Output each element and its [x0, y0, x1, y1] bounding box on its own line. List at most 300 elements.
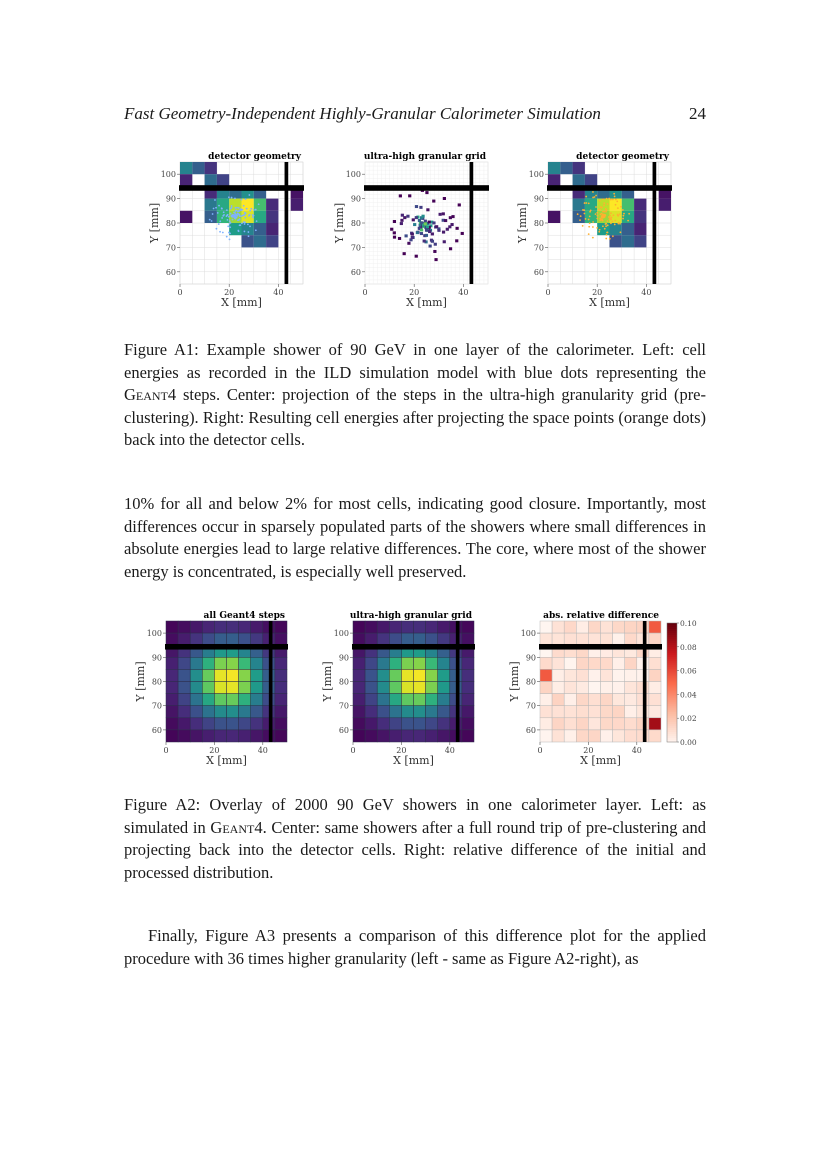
heatmap-cell: [263, 706, 275, 718]
y-tick-label: 70: [151, 701, 162, 711]
heatmap-cell: [263, 730, 275, 742]
heatmap-cell: [202, 718, 214, 730]
dead-zone-vertical: [456, 621, 460, 742]
heatmap-cell: [377, 694, 389, 706]
heatmap-cell: [414, 633, 426, 645]
y-axis-label: Y [mm]: [321, 661, 334, 702]
heatmap-cell: [263, 718, 275, 730]
heatmap-cell: [401, 621, 413, 633]
heatmap-cell: [263, 694, 275, 706]
heatmap-cell: [251, 706, 263, 718]
heatmap-cell: [389, 621, 401, 633]
heatmap-cell: [353, 718, 365, 730]
figure-a2-panel-right: [508, 611, 697, 767]
heatmap-cell: [214, 669, 226, 681]
heatmap-cell: [564, 730, 576, 742]
heatmap-cell: [588, 621, 600, 633]
heatmap-cell: [588, 694, 600, 706]
heatmap-cell: [625, 718, 637, 730]
heatmap-cell: [263, 682, 275, 694]
y-tick-label: 80: [165, 219, 176, 228]
heatmap-cell: [540, 730, 552, 742]
heatmap-cell: [462, 730, 474, 742]
heatmap-cell: [426, 718, 438, 730]
panel-title: ultra-high granular grid: [363, 152, 486, 162]
heatmap-cell: [353, 694, 365, 706]
heatmap-cell: [377, 682, 389, 694]
x-axis-label: X [mm]: [580, 754, 621, 767]
y-tick-label: 60: [533, 267, 544, 277]
heatmap-cell: [275, 669, 287, 681]
y-tick-label: 100: [520, 629, 536, 639]
heatmap-cell: [540, 633, 552, 645]
heatmap-cell: [214, 730, 226, 742]
heatmap-cell: [649, 669, 661, 681]
heatmap-cell: [414, 621, 426, 633]
heatmap-cell: [588, 669, 600, 681]
heatmap-cell: [625, 694, 637, 706]
heatmap-cell: [450, 621, 462, 633]
heatmap-cell: [389, 682, 401, 694]
heatmap-cell: [251, 633, 263, 645]
heatmap-cell: [462, 657, 474, 669]
heatmap-cell: [414, 657, 426, 669]
y-tick-label: 100: [345, 170, 361, 180]
heatmap-cell: [389, 657, 401, 669]
heatmap-cell: [227, 706, 239, 718]
heatmap-cell: [239, 682, 251, 694]
heatmap-cell: [251, 682, 263, 694]
heatmap-cell: [625, 669, 637, 681]
heatmap-cell: [438, 682, 450, 694]
heatmap-cell: [540, 682, 552, 694]
heatmap-cell: [601, 669, 613, 681]
heatmap-cell: [462, 621, 474, 633]
heatmap-cell: [178, 718, 190, 730]
y-tick-label: 60: [338, 725, 349, 735]
heatmap-cell: [178, 669, 190, 681]
heatmap-cell: [227, 669, 239, 681]
heatmap-cell: [227, 730, 239, 742]
heatmap-cell: [438, 706, 450, 718]
heatmap-cell: [377, 657, 389, 669]
y-tick-label: 70: [350, 243, 361, 253]
x-axis-label: X [mm]: [393, 754, 434, 767]
heatmap-cell: [353, 633, 365, 645]
heatmap-cell: [365, 633, 377, 645]
heatmap-cell: [649, 682, 661, 694]
y-tick-label: 70: [338, 701, 349, 711]
y-tick-label: 100: [160, 170, 176, 180]
running-title: Fast Geometry-Independent Highly-Granular Calorimeter Simulation: [124, 104, 601, 123]
heatmap-cell: [190, 694, 202, 706]
heatmap-cell: [564, 657, 576, 669]
heatmap-cell: [438, 730, 450, 742]
y-tick-label: 70: [165, 243, 176, 253]
x-tick-label: 20: [409, 288, 420, 297]
heatmap-cell: [613, 633, 625, 645]
heatmap-cell: [613, 730, 625, 742]
figure-a2-caption: Figure A2: Overlay of 2000 90 GeV showers in one calorimeter layer. Left: as simulated in Geant4. Center: same showers after a full round trip of pre-clustering and projecting back into the detector cells. Right: relative difference of the initial and processed distribution.: [124, 795, 707, 882]
y-axis-label: Y [mm]: [508, 661, 521, 702]
heatmap-cell: [389, 718, 401, 730]
colorbar-tick-label: 0.10: [680, 619, 697, 628]
heatmap-cell: [178, 706, 190, 718]
colorbar-tick-label: 0.02: [680, 714, 697, 724]
heatmap-cell: [625, 730, 637, 742]
heatmap-cell: [239, 669, 251, 681]
heatmap-cell: [227, 694, 239, 706]
heatmap-cell: [202, 682, 214, 694]
heatmap-cell: [275, 706, 287, 718]
heatmap-cell: [377, 621, 389, 633]
body-paragraph-final: Finally, Figure A3 presents a comparison of this difference plot for the applied procedure with 36 times higher granularity (left - same as Figure A2-right), as: [124, 926, 706, 968]
figure-a1-caption: Figure A1: Example shower of 90 GeV in one layer of the calorimeter. Left: cell energies as recorded in the ILD simulation model with blue dots representing the Geant4 steps. Center: projection of the steps in the ultra-high granularity grid (pre-clustering). Right: Resulting cell energies after projecting the space points (orange dots) back into the detector cells.: [124, 340, 707, 450]
heatmap-cell: [263, 657, 275, 669]
heatmap-cell: [401, 657, 413, 669]
heatmap-cell: [450, 706, 462, 718]
heatmap-cell: [588, 718, 600, 730]
y-tick-label: 100: [146, 629, 162, 639]
heatmap-cell: [426, 657, 438, 669]
heatmap-cell: [540, 669, 552, 681]
heatmap-cell: [438, 718, 450, 730]
heatmap-cell: [401, 730, 413, 742]
heatmap-cell: [239, 706, 251, 718]
heatmap-cell: [275, 621, 287, 633]
colorbar-tick-label: 0.04: [680, 690, 697, 700]
x-tick-label: 40: [458, 288, 469, 297]
heatmap-cell: [540, 657, 552, 669]
heatmap-cell: [540, 706, 552, 718]
heatmap-cell: [613, 706, 625, 718]
heatmap-cell: [166, 657, 178, 669]
heatmap-cell: [426, 682, 438, 694]
heatmap-cell: [426, 706, 438, 718]
heatmap-cell: [601, 718, 613, 730]
heatmap-cell: [414, 682, 426, 694]
y-tick-label: 60: [350, 267, 361, 277]
heatmap-cell: [576, 694, 588, 706]
heatmap-cell: [552, 657, 564, 669]
heatmap-cell: [365, 621, 377, 633]
heatmap-cell: [353, 669, 365, 681]
x-tick-label: 0: [362, 288, 368, 297]
heatmap-cell: [377, 706, 389, 718]
heatmap-cell: [552, 633, 564, 645]
heatmap-cell: [214, 706, 226, 718]
heatmap-cell: [377, 669, 389, 681]
heatmap-cell: [576, 718, 588, 730]
heatmap-cell: [576, 621, 588, 633]
heatmap-cell: [564, 718, 576, 730]
heatmap-cell: [613, 718, 625, 730]
heatmap-cell: [450, 657, 462, 669]
heatmap-cell: [540, 694, 552, 706]
y-tick-label: 80: [525, 677, 536, 687]
heatmap-cell: [202, 633, 214, 645]
heatmap-cell: [251, 621, 263, 633]
heatmap-cell: [588, 682, 600, 694]
heatmap-cell: [601, 621, 613, 633]
heatmap-cell: [649, 633, 661, 645]
heatmap-cell: [576, 682, 588, 694]
y-tick-label: 100: [528, 170, 544, 180]
heatmap-cell: [353, 621, 365, 633]
heatmap-cell: [202, 621, 214, 633]
heatmap-cell: [353, 682, 365, 694]
x-tick-label: 40: [641, 288, 652, 297]
heatmap-cell: [227, 682, 239, 694]
y-tick-label: 80: [151, 677, 162, 687]
x-tick-label: 20: [224, 288, 235, 297]
y-tick-label: 60: [151, 725, 162, 735]
heatmap-cell: [190, 657, 202, 669]
heatmap-cell: [649, 718, 661, 730]
heatmap-cell: [426, 694, 438, 706]
heatmap-cell: [166, 633, 178, 645]
heatmap-cell: [353, 730, 365, 742]
heatmap-cell: [401, 694, 413, 706]
heatmap-cell: [377, 718, 389, 730]
heatmap-cell: [202, 669, 214, 681]
body-paragraph: 10% for all and below 2% for most cells, indicating good closure. Importantly, most differences occur in sparsely populated parts of the showers where small differences in absolute energies lead to large relative differences. The core, where most of the shower energy is concentrated, is especially well preserved.: [124, 494, 706, 581]
heatmap-cell: [365, 730, 377, 742]
heatmap-cell: [552, 682, 564, 694]
heatmap-cell: [214, 682, 226, 694]
heatmap-cell: [214, 633, 226, 645]
x-tick-label: 20: [209, 746, 220, 755]
x-tick-label: 40: [444, 746, 455, 755]
heatmap-cell: [239, 718, 251, 730]
heatmap-cell: [178, 657, 190, 669]
heatmap-cell: [365, 706, 377, 718]
y-tick-label: 60: [525, 725, 536, 735]
colorbar-tick-label: 0.06: [680, 666, 697, 676]
heatmap-cell: [552, 718, 564, 730]
heatmap-cell: [649, 694, 661, 706]
heatmap-cell: [239, 621, 251, 633]
x-tick-label: 40: [631, 746, 642, 755]
y-tick-label: 90: [533, 194, 544, 204]
heatmap-cell: [389, 730, 401, 742]
heatmap-cell: [613, 682, 625, 694]
heatmap-cell: [166, 718, 178, 730]
y-tick-label: 100: [333, 629, 349, 639]
heatmap-cell: [414, 718, 426, 730]
x-tick-label: 0: [177, 288, 183, 297]
heatmap-cell: [414, 694, 426, 706]
heatmap-cell: [389, 633, 401, 645]
heatmap-cell: [414, 669, 426, 681]
heatmap-cell: [401, 706, 413, 718]
heatmap-cell: [649, 730, 661, 742]
heatmap-cell: [227, 718, 239, 730]
panel-title: detector geometry: [208, 152, 301, 162]
heatmap-cell: [365, 682, 377, 694]
heatmap-cell: [601, 682, 613, 694]
heatmap-cell: [190, 633, 202, 645]
x-tick-label: 20: [583, 746, 594, 755]
heatmap-cell: [214, 657, 226, 669]
figure-a2-panel-left: [134, 611, 288, 767]
heatmap-cell: [462, 694, 474, 706]
heatmap-cell: [377, 730, 389, 742]
heatmap-cell: [401, 718, 413, 730]
heatmap-cell: [202, 706, 214, 718]
heatmap-cell: [414, 706, 426, 718]
heatmap-cell: [365, 669, 377, 681]
heatmap-cell: [588, 633, 600, 645]
x-tick-label: 20: [396, 746, 407, 755]
heatmap-cell: [166, 694, 178, 706]
heatmap-cell: [401, 633, 413, 645]
heatmap-cell: [401, 669, 413, 681]
heatmap-cell: [353, 706, 365, 718]
heatmap-cell: [588, 730, 600, 742]
heatmap-cell: [389, 694, 401, 706]
y-tick-label: 90: [338, 653, 349, 663]
colorbar-tick-label: 0.08: [680, 642, 697, 652]
heatmap-cell: [576, 730, 588, 742]
heatmap-cell: [601, 694, 613, 706]
heatmap-cell: [625, 621, 637, 633]
heatmap-cell: [190, 706, 202, 718]
heatmap-cell: [178, 694, 190, 706]
y-tick-label: 70: [525, 701, 536, 711]
heatmap-cell: [552, 694, 564, 706]
heatmap-cell: [625, 682, 637, 694]
heatmap-cell: [190, 718, 202, 730]
heatmap-cell: [214, 694, 226, 706]
heatmap-cell: [166, 682, 178, 694]
dead-zone-vertical: [643, 621, 647, 742]
heatmap-cell: [365, 718, 377, 730]
heatmap-cell: [576, 669, 588, 681]
heatmap-cell: [462, 682, 474, 694]
x-tick-label: 0: [163, 746, 169, 755]
heatmap-cell: [239, 633, 251, 645]
heatmap-cell: [190, 621, 202, 633]
heatmap-cell: [214, 718, 226, 730]
heatmap-cell: [426, 730, 438, 742]
figure-a2-panel-center: [321, 611, 475, 767]
heatmap-cell: [649, 657, 661, 669]
heatmap-cell: [588, 657, 600, 669]
x-tick-label: 0: [350, 746, 356, 755]
panel-title: detector geometry: [576, 152, 669, 162]
heatmap-cell: [251, 718, 263, 730]
heatmap-cell: [450, 669, 462, 681]
heatmap-cell: [540, 718, 552, 730]
heatmap-cell: [450, 718, 462, 730]
heatmap-cell: [576, 657, 588, 669]
heatmap-cell: [275, 633, 287, 645]
heatmap-cell: [365, 657, 377, 669]
heatmap-cell: [263, 633, 275, 645]
heatmap-cell: [239, 730, 251, 742]
heatmap-cell: [552, 730, 564, 742]
heatmap-cell: [625, 706, 637, 718]
heatmap-cell: [438, 657, 450, 669]
heatmap-cell: [564, 706, 576, 718]
y-tick-label: 60: [165, 267, 176, 277]
heatmap-cell: [353, 657, 365, 669]
heatmap-cell: [613, 657, 625, 669]
heatmap-cell: [190, 682, 202, 694]
heatmap-cell: [450, 694, 462, 706]
heatmap-cell: [251, 669, 263, 681]
y-tick-label: 80: [338, 677, 349, 687]
heatmap-cell: [251, 730, 263, 742]
heatmap-cell: [190, 730, 202, 742]
heatmap-cell: [649, 706, 661, 718]
heatmap-cell: [202, 657, 214, 669]
heatmap-cell: [613, 621, 625, 633]
heatmap-cell: [263, 621, 275, 633]
panel-title: abs. relative difference: [543, 611, 659, 621]
heatmap-cell: [389, 706, 401, 718]
x-axis-label: X [mm]: [206, 754, 247, 767]
heatmap-cell: [564, 682, 576, 694]
heatmap-cell: [649, 621, 661, 633]
heatmap-cell: [552, 669, 564, 681]
heatmap-cell: [227, 633, 239, 645]
heatmap-cell: [166, 706, 178, 718]
colorbar-tick-label: 0.00: [680, 738, 697, 747]
heatmap-cell: [202, 730, 214, 742]
heatmap-cell: [275, 657, 287, 669]
heatmap-cell: [202, 694, 214, 706]
y-axis-label: Y [mm]: [516, 202, 529, 244]
heatmap-cell: [178, 633, 190, 645]
heatmap-cell: [438, 694, 450, 706]
heatmap-cell: [251, 694, 263, 706]
x-tick-label: 40: [273, 288, 284, 297]
heatmap-cell: [239, 694, 251, 706]
heatmap-cell: [275, 730, 287, 742]
heatmap-cell: [438, 621, 450, 633]
x-axis-label: X [mm]: [589, 296, 630, 309]
heatmap-cell: [365, 694, 377, 706]
heatmap-cell: [178, 682, 190, 694]
heatmap-cell: [450, 633, 462, 645]
heatmap-cell: [601, 706, 613, 718]
heatmap-cell: [564, 694, 576, 706]
x-axis-label: X [mm]: [221, 296, 262, 309]
heatmap-cell: [214, 621, 226, 633]
heatmap-cell: [275, 694, 287, 706]
y-tick-label: 80: [350, 219, 361, 228]
y-tick-label: 80: [533, 219, 544, 228]
heatmap-cell: [227, 657, 239, 669]
y-axis-label: Y [mm]: [333, 202, 346, 244]
heatmap-cell: [576, 633, 588, 645]
y-axis-label: Y [mm]: [134, 661, 147, 702]
heatmap-cell: [263, 669, 275, 681]
heatmap-cell: [426, 669, 438, 681]
heatmap-cell: [564, 621, 576, 633]
heatmap-cell: [251, 657, 263, 669]
panel-title: all Geant4 steps: [203, 611, 285, 621]
heatmap-cell: [438, 669, 450, 681]
caption-label: Figure A2:: [124, 795, 201, 814]
heatmap-cell: [166, 730, 178, 742]
x-tick-label: 40: [257, 746, 268, 755]
dead-zone-vertical: [269, 621, 273, 742]
heatmap-cell: [613, 694, 625, 706]
heatmap-cell: [588, 706, 600, 718]
